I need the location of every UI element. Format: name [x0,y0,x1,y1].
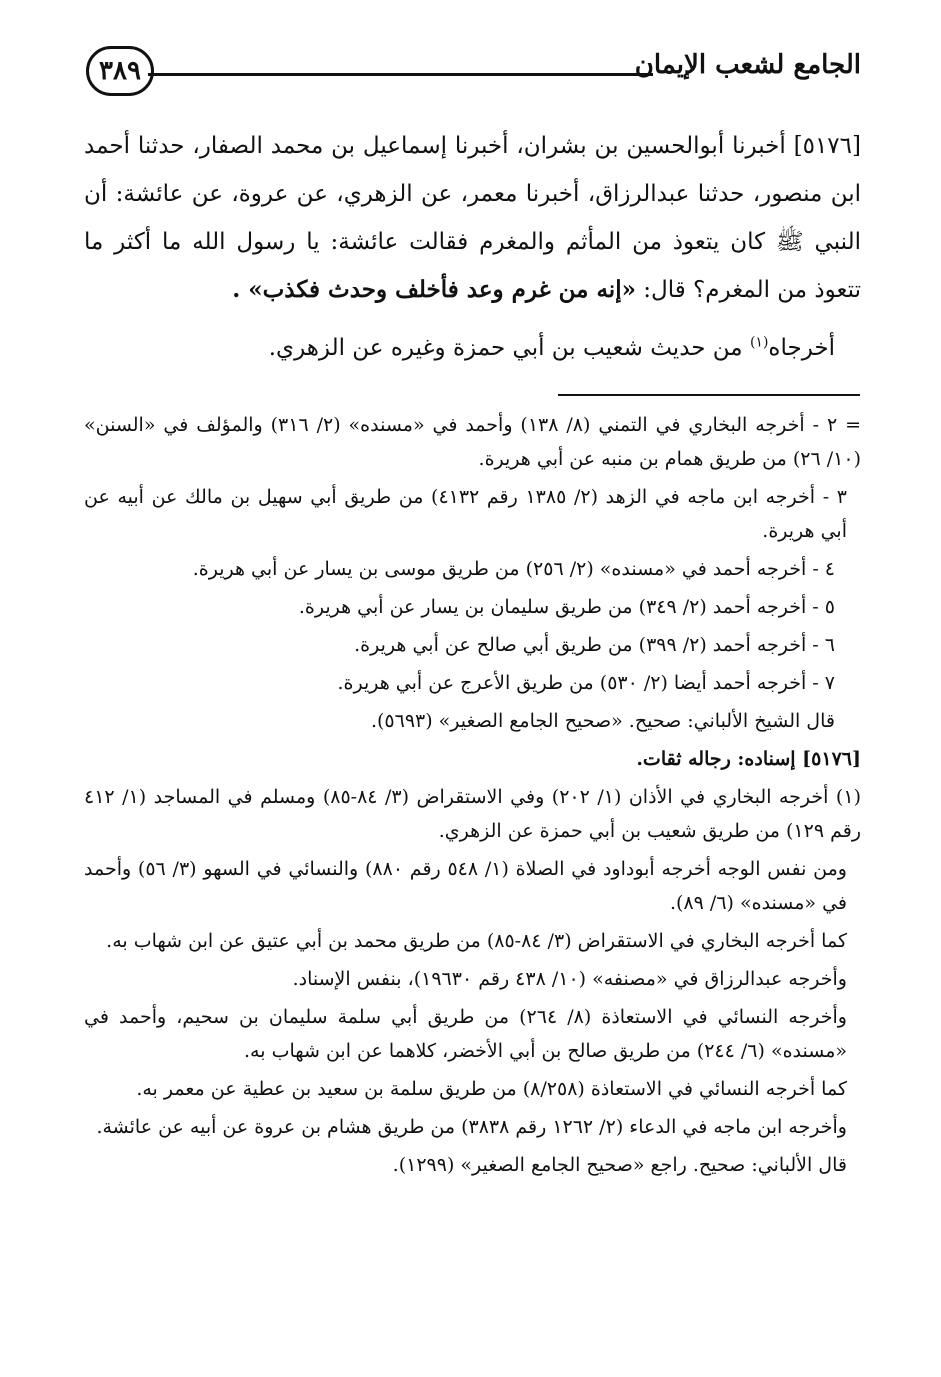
running-title: الجامع لشعب الإيمان [634,50,861,80]
page-number: ٣٨٩ [86,46,154,96]
footnote-item: ٥ - أخرجه أحمد (٢/ ٣٤٩) من طريق سليمان بن يسار عن أبي هريرة. [298,596,835,618]
hadith-quote: «إنه من غرم وعد فأخلف وحدث فكذب» . [232,276,636,303]
footnote-ref: (١) [749,334,769,351]
albani-grading-2: قال الألباني: صحيح. راجع «صحيح الجامع الصغير» (١٢٩٩). [392,1154,847,1176]
footnote-item: ٦ - أخرجه أحمد (٢/ ٣٩٩) من طريق أبي صالح عن أبي هريرة. [354,634,835,656]
footnote-1-para: ومن نفس الوجه أخرجه أبوداود في الصلاة (١/ ٥٤٨ رقم ٨٨٠) والنسائي في السهو (٣/ ٥٦) وأحمد في «مسنده» (٦/ ٨٩). [84,858,847,914]
albani-grading: قال الشيخ الألباني: صحيح. «صحيح الجامع الصغير» (٥٦٩٣). [370,710,835,732]
footnote-1-para: وأخرجه ابن ماجه في الدعاء (٢/ ١٢٦٢ رقم ٣٨٣٨) من طريق هشام بن عروة عن أبيه عن عائشة. [96,1116,847,1138]
footnote-1-para: وأخرجه عبدالرزاق في «مصنفه» (١٠/ ٤٣٨ رقم ١٩٦٣٠)، بنفس الإسناد. [292,968,847,990]
footnotes [84,408,861,1186]
sourcing-post: من حديث شعيب بن أبي حمزة وغيره عن الزهري. [268,335,750,361]
header-rule [148,73,653,76]
hadith-paragraph [84,122,861,314]
footnote-item: ٤ - أخرجه أحمد في «مسنده» (٢/ ٢٥٦) من طريق موسى بن يسار عن أبي هريرة. [192,558,835,580]
footnote-1-para: كما أخرجه النسائي في الاستعاذة (٨/٢٥٨) من طريق سلمة بن سعيد بن عطية عن معمر به. [136,1078,847,1100]
footnote-item: ٣ - أخرجه ابن ماجه في الزهد (٢/ ١٣٨٥ رقم ٤١٣٢) من طريق أبي سهيل بن مالك عن أبيه عن أبي هريرة. [84,486,847,542]
sourcing-pre: أخرجاه [768,335,835,361]
footnote-1: (١) أخرجه البخاري في الأذان (١/ ٢٠٢) وفي الاستقراض (٣/ ٨٤-٨٥) ومسلم في المساجد (١/ ٤١٢ رقم ١٢٩) من طريق شعيب بن أبي حمزة عن الزهري. [84,786,861,842]
footnote-item: = ٢ - أخرجه البخاري في التمني (٨/ ١٣٨) وأحمد في «مسنده» (٢/ ٣١٦) والمؤلف في «السنن» (١٠/ ٢٦) من طريق همام بن منبه عن أبي هريرة. [84,414,861,470]
page-header [78,40,863,110]
isnad-note: [٥١٧٦] إسناده: رجاله ثقات. [636,748,861,770]
sourcing-paragraph [84,324,861,372]
hadith-text: [٥١٧٦] أخبرنا أبوالحسين بن بشران، أخبرنا إسماعيل بن محمد الصفار، حدثنا أحمد ابن منصور، حدثنا عبدالرزاق، أخبرنا معمر، عن الزهري، عن عروة، عن عائشة: أن النبي ﷺ كان يتعوذ من المأثم والمغرم فقالت عائشة: يا رسول الله ما أكثر ما تتعوذ من المغرم؟ قال: [84,133,861,303]
footnote-separator [558,394,860,396]
footnote-1-para: وأخرجه النسائي في الاستعاذة (٨/ ٢٦٤) من طريق أبي سلمة سليمان بن سحيم، وأحمد في «مسنده» (٦/ ٢٤٤) من طريق صالح بن أبي الأخضر، كلاهما عن ابن شهاب به. [84,1006,847,1062]
footnote-item: ٧ - أخرجه أحمد أيضا (٢/ ٥٣٠) من طريق الأعرج عن أبي هريرة. [337,672,835,694]
main-text [84,122,861,372]
footnote-1-para: كما أخرجه البخاري في الاستقراض (٣/ ٨٤-٨٥) من طريق محمد بن أبي عتيق عن ابن شهاب به. [106,930,847,952]
